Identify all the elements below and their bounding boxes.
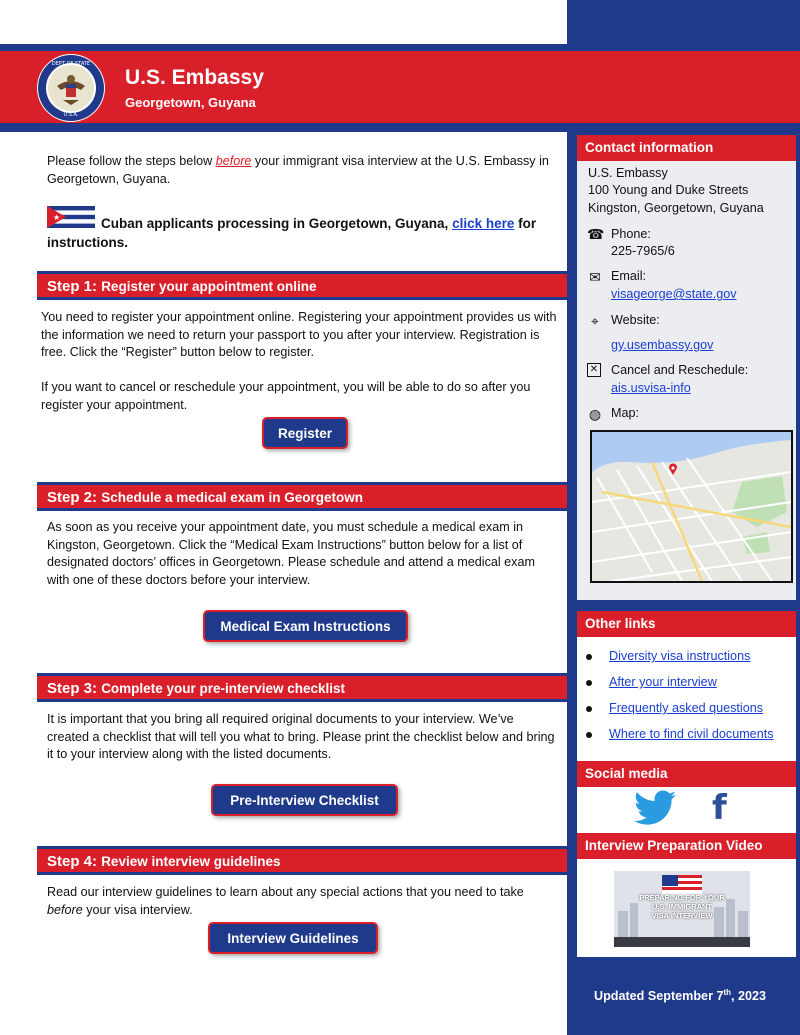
step-2-number: Step 2: — [47, 489, 98, 506]
bullet — [586, 732, 592, 738]
cuban-notice-text: Cuban applicants processing in Georgetown, Guyana, — [101, 216, 453, 231]
contact-map-label: Map: — [611, 406, 639, 420]
step-4-before-emphasis: before — [47, 902, 83, 917]
twitter-icon[interactable] — [634, 790, 676, 826]
step-4-number: Step 4: — [47, 853, 98, 870]
step-3-number: Step 3: — [47, 680, 98, 697]
embassy-map[interactable] — [590, 430, 793, 583]
cuban-click-here-link[interactable]: click here — [452, 216, 515, 231]
register-button[interactable]: Register — [262, 417, 348, 449]
contact-cancel-link[interactable]: ais.usvisa-info — [611, 381, 691, 395]
page-subtitle: Georgetown, Guyana — [125, 95, 256, 110]
step-1-header — [37, 271, 567, 300]
cuban-flag-icon — [47, 206, 95, 228]
step-1-paragraph-2: If you want to cancel or reschedule your appointment, you will be able to do so after you register your appointment. — [41, 380, 531, 412]
other-link-faq[interactable]: Frequently asked questions — [609, 701, 764, 715]
contact-phone-label: Phone: — [611, 227, 651, 241]
step-1-paragraph-1: You need to register your appointment online. Registering your appointment provides us with the information we need to return your passport to you after your interview. Registration is free. Click the “Register” button below to register. — [41, 310, 557, 359]
other-link-after-interview[interactable]: After your interview — [609, 675, 717, 689]
intro-text-start: Please follow the steps below — [47, 154, 216, 168]
svg-text:★: ★ — [53, 213, 61, 222]
video-title-line1: PREPARING FOR YOUR — [639, 893, 725, 902]
updated-date-prefix: Updated September 7 — [594, 989, 724, 1004]
step-1-title: Register your appointment online — [101, 279, 317, 294]
contact-name: U.S. Embassy — [588, 166, 668, 180]
video-title-line3: VISA INTERVIEW — [651, 911, 713, 920]
contact-website-link[interactable]: gy.usembassy.gov — [611, 338, 714, 352]
contact-website-label: Website: — [611, 313, 660, 327]
other-link-diversity-visa[interactable]: Diversity visa instructions — [609, 649, 751, 663]
step-2-paragraph: As soon as you receive your appointment date, you must schedule a medical exam in Kingston, Georgetown. Click the “Medical Exam Instructions” button below for a list of designated doctors’ offices in Georgetown. Please schedule and attend a medical exam with one of these doctors before your interview. — [47, 520, 535, 587]
contact-email-label: Email: — [611, 269, 646, 283]
step-4-title: Review interview guidelines — [101, 854, 281, 869]
step-4-text-end: your visa interview. — [82, 902, 193, 917]
step-4-paragraph — [47, 884, 537, 919]
contact-email-link[interactable]: visageorge@state.gov — [611, 287, 737, 301]
other-link-civil-documents[interactable]: Where to find civil documents — [609, 727, 774, 741]
cuban-notice-text-after: for — [514, 216, 537, 231]
medical-exam-instructions-button[interactable]: Medical Exam Instructions — [203, 610, 408, 642]
facebook-icon[interactable]: f — [712, 788, 727, 828]
step-4-text-start: Read our interview guidelines to learn about any special actions that you need to take — [47, 885, 524, 899]
updated-date-sup: th — [723, 988, 732, 997]
globe-icon: ◍ — [588, 406, 602, 422]
step-4-header — [37, 846, 567, 875]
video-header: Interview Preparation Video — [577, 833, 796, 859]
contact-phone-value: 225-7965/6 — [611, 244, 675, 258]
seal-icon — [37, 54, 105, 122]
bullet — [586, 680, 592, 686]
department-of-state-seal — [37, 54, 105, 122]
svg-text:DEPT OF STATE: DEPT OF STATE — [51, 61, 91, 67]
map-image — [592, 432, 791, 581]
social-media-header: Social media — [577, 761, 796, 787]
email-icon: ✉ — [589, 269, 601, 285]
pre-interview-checklist-button[interactable]: Pre-Interview Checklist — [211, 784, 398, 816]
updated-date-suffix: , 2023 — [731, 989, 767, 1004]
mouse-icon: ⌖ — [591, 313, 599, 329]
intro-text-end: your immigrant visa interview at the U.S. Embassy in Georgetown, Guyana. — [47, 154, 549, 186]
contact-cancel-label: Cancel and Reschedule: — [611, 363, 749, 377]
other-links-header: Other links — [577, 611, 796, 637]
bullet — [586, 706, 592, 712]
updated-date — [594, 988, 766, 1003]
step-3-title: Complete your pre-interview checklist — [101, 681, 346, 696]
contact-panel-header: Contact information — [577, 135, 796, 161]
header-red-band — [0, 51, 800, 123]
phone-icon: ☎ — [587, 226, 605, 242]
contact-address-line2: Kingston, Georgetown, Guyana — [588, 201, 764, 215]
cuban-notice-line2: instructions. — [47, 235, 129, 250]
step-3-paragraph: It is important that you bring all required original documents to your interview. We’ve created a checklist that will tell you what to bring. Please print the checklist below and bring it to your interview along with the listed documents. — [47, 712, 555, 761]
video-title-line2: U.S. IMMIGRANT — [652, 902, 712, 911]
cuban-notice — [101, 216, 561, 231]
intro-before-emphasis: before — [215, 154, 252, 168]
contact-address-line1: 100 Young and Duke Streets — [588, 183, 749, 197]
interview-guidelines-button[interactable]: Interview Guidelines — [208, 922, 378, 954]
step-1-number: Step 1: — [47, 278, 98, 295]
intro-paragraph — [47, 153, 562, 188]
step-2-header — [37, 482, 567, 511]
svg-text:U.S.A.: U.S.A. — [63, 112, 79, 118]
bullet — [586, 654, 592, 660]
video-thumbnail[interactable] — [614, 871, 750, 947]
page-title: U.S. Embassy — [125, 66, 264, 89]
step-2-title: Schedule a medical exam in Georgetown — [101, 490, 364, 505]
cancel-reschedule-icon: ✕ — [587, 363, 601, 377]
social-media-panel — [577, 787, 796, 833]
step-3-header — [37, 673, 567, 702]
